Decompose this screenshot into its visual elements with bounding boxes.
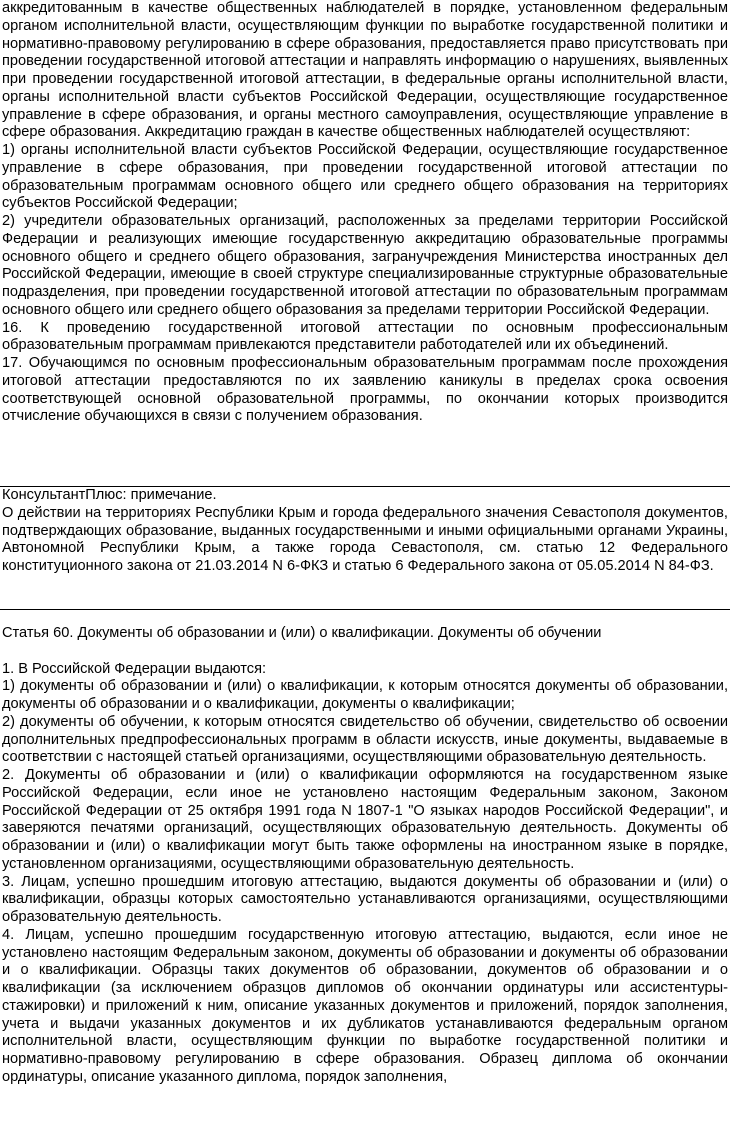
article-paragraph: 1) документы об образовании и (или) о квалификации, к которым относятся документы об образовании, документы об образовании и о квалификации, документы о квалификации; (2, 678, 728, 712)
paragraph-item-2: 2) учредители образовательных организаций, расположенных за пределами территории Российской Федерации и реализующих имеющие государственную аккредитацию образовательные программы основного общего и среднего общего образования, загранучреждения Министерства иностранных дел Российской Федерации, имеющие в своей структуре специализированные структурные образовательные подразделения, при проведении государственной итоговой аттестации по образовательным программам основного общего или среднего общего образования за пределами территории Российской Федерации. (2, 213, 728, 318)
paragraph-16: 16. К проведению государственной итоговой аттестации по основным профессиональным образовательным программам привлекаются представители работодателей или их объединений. (2, 319, 728, 354)
article-paragraph: 3. Лицам, успешно прошедшим итоговую аттестацию, выдаются документы об образовании и (или) о квалификации, образцы которых самостоятельно устанавливаются организациями, осуществляющими образовательную деятельность. (2, 873, 728, 925)
note-bottom-divider (0, 609, 730, 610)
note-text: О действии на территориях Республики Крым и города федерального значения Севастополя документов, подтверждающих образование, выданных государственными и иными официальными органами Украины, Автономной Республики Крым, а также города Севастополя, см. статью 12 Федерального конституционного закона от 21.03.2014 N 6-ФКЗ и статью 6 Федерального закона от 05.05.2014 N 84-ФЗ. (2, 504, 728, 574)
paragraph-observers: аккредитованным в качестве общественных наблюдателей в порядке, установленном федеральным органом исполнительной власти, осуществляющим функции по выработке государственной политики и нормативно-правовому регулированию в сфере образования, предоставляется право присутствовать при проведении государственной итоговой аттестации и направлять информацию о нарушениях, выявленных при проведении государственной итоговой аттестации, в федеральные органы исполнительной власти, органы исполнительной власти субъектов Российской Федерации, осуществляющие государственное управление в сфере образования, и органы местного самоуправления, осуществляющие управление в сфере образования. Аккредитацию граждан в качестве общественных наблюдателей осуществляют: (2, 0, 728, 141)
note-top-divider (0, 486, 730, 487)
blank-line (2, 643, 728, 661)
article-paragraph: 1. В Российской Федерации выдаются: (2, 660, 267, 677)
article-paragraph: 2) документы об обучении, к которым относятся свидетельство об обучении, свидетельство об освоении дополнительных предпрофессиональных программ в области искусств, иные документы, выдаваемые в соответствии с настоящей статьей организациями, осуществляющими образовательную деятельность. (2, 713, 728, 766)
top-text-block (2, 0, 728, 449)
consultant-note (2, 487, 728, 576)
article-title: Статья 60. Документы об образовании и (или) о квалификации. Документы об обучении (2, 625, 602, 641)
article-60 (2, 625, 728, 1087)
article-paragraph: 2. Документы об образовании и (или) о квалификации оформляются на государственном языке Российской Федерации, если иное не установлено настоящим Федеральным законом, Законом Российской Федерации от 25 октября 1991 года N 1807-1 "О языках народов Российской Федерации", и заверяются печатями организаций, осуществляющих образовательную деятельность. Документы об образовании и (или) о квалификации могут быть также оформлены на иностранном языке в порядке, установленном организациями, осуществляющими образовательную деятельность. (2, 767, 728, 872)
article-paragraph: 4. Лицам, успешно прошедшим государственную итоговую аттестацию, выдаются, если иное не установлено настоящим Федеральным законом, документы об образовании и документы об образовании и о квалификации. Образцы таких документов об образовании, документов об образовании и о квалификации (за исключением образцов дипломов об окончании ординатуры или ассистентуры-стажировки) и приложений к ним, описание указанных документов и приложений, порядок заполнения, учета и выдачи указанных документов и их дубликатов устанавливаются федеральным органом исполнительной власти, осуществляющим функции по выработке государственной политики и нормативно-правовому регулированию в сфере образования. Образец диплома об окончании ординатуры, описание указанного диплома, порядок заполнения, (2, 926, 728, 1085)
paragraph-17: 17. Обучающимся по основным профессиональным образовательным программам после прохождения итоговой аттестации предоставляются по их заявлению каникулы в пределах срока освоения соответствующей основной образовательной программы, по окончании которых производится отчисление обучающихся в связи с получением образования. (2, 355, 728, 425)
note-heading: КонсультантПлюс: примечание. (2, 487, 217, 503)
paragraph-item-1: 1) органы исполнительной власти субъектов Российской Федерации, осуществляющие государственное управление в сфере образования, при проведении государственной итоговой аттестации по образовательным программам основного общего или среднего общего образования на территориях субъектов Российской Федерации; (2, 142, 728, 212)
document-body (2, 0, 728, 1085)
